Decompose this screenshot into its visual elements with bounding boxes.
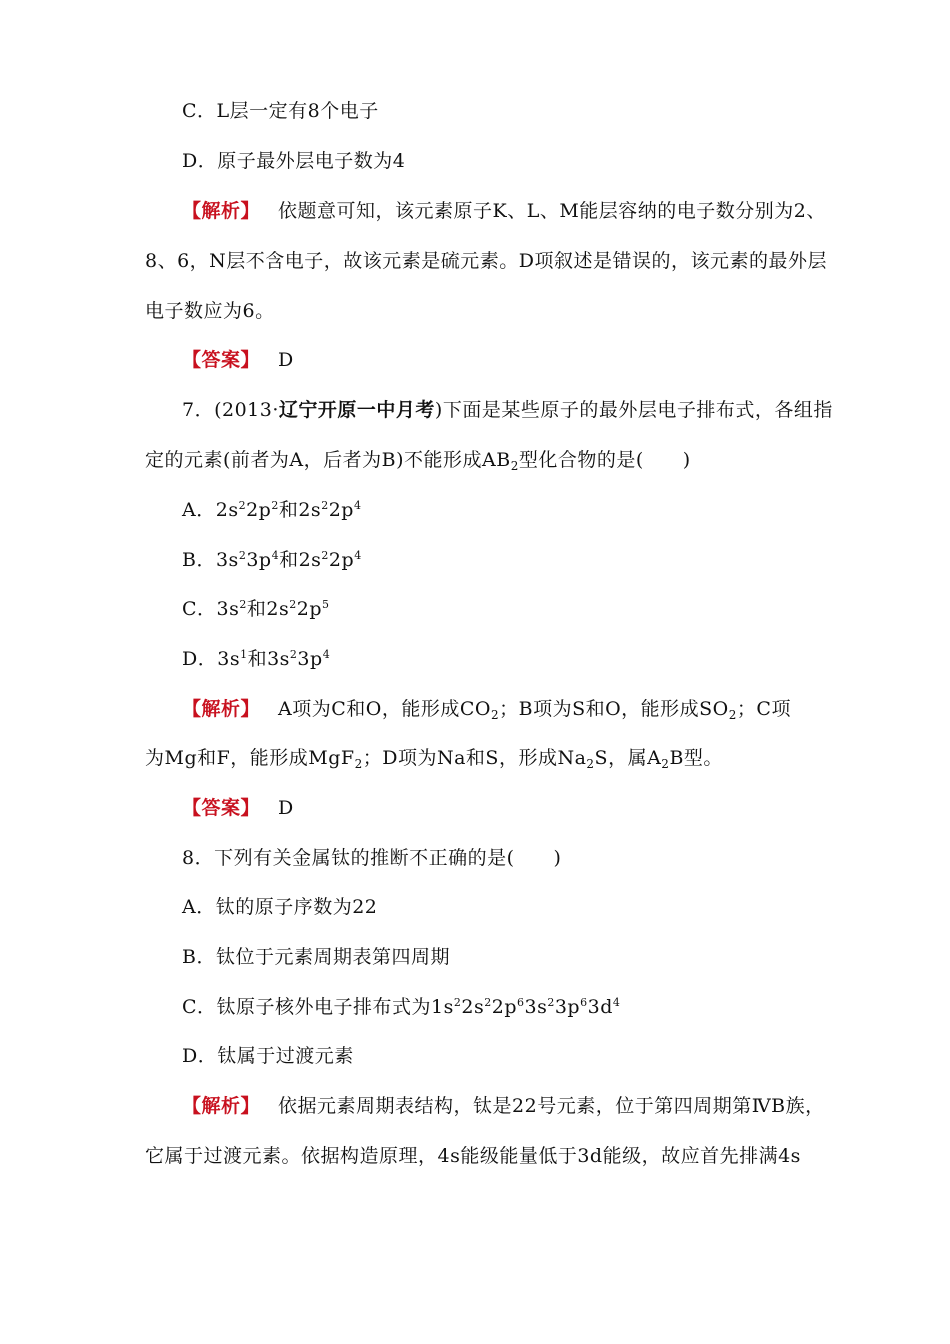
superscript: 4 <box>612 996 621 1009</box>
superscript: 2 <box>238 549 247 562</box>
q7-option-c <box>182 596 330 622</box>
q7-number: 7．(2013· <box>182 399 279 421</box>
superscript: 4 <box>354 549 362 562</box>
q7-stem-text-2b: 型化合物的是( ) <box>518 449 691 471</box>
superscript: 2 <box>321 499 329 512</box>
config-part: 3s <box>215 549 239 571</box>
superscript: 6 <box>517 996 525 1009</box>
q7-analysis-text: 为Mg和F，能形成MgF <box>145 747 355 769</box>
config-part: 和2s <box>246 598 290 620</box>
config-part: 和2s <box>278 499 322 521</box>
config-part: 2p <box>328 549 355 571</box>
q7-analysis-line-1 <box>182 696 791 722</box>
superscript: 2 <box>453 996 462 1009</box>
superscript: 4 <box>353 499 362 512</box>
superscript: 2 <box>289 648 298 661</box>
subscript: 2 <box>510 459 519 473</box>
subscript: 2 <box>354 757 363 771</box>
config-part: 3d <box>587 996 613 1018</box>
option-label: B． <box>182 549 216 571</box>
config-part: 3s <box>217 648 241 670</box>
q6-analysis-text-1: 依题意可知，该元素原子K、L、M能层容纳的电子数分别为2、 <box>278 200 826 222</box>
superscript: 1 <box>240 648 248 661</box>
config-part: 3p <box>246 549 272 571</box>
subscript: 2 <box>728 708 737 722</box>
superscript: 5 <box>322 598 330 611</box>
q6-answer-line <box>182 347 294 373</box>
config-part: 2s <box>215 499 239 521</box>
config-part: 2p <box>246 499 272 521</box>
superscript: 4 <box>271 549 280 562</box>
q7-stem-text-1: )下面是某些原子的最外层电子排布式，各组指 <box>434 399 833 421</box>
q8-option-b: B．钛位于元素周期表第四周期 <box>182 946 450 968</box>
q7-option-b <box>182 547 362 573</box>
answer-label: 【答案】 <box>182 349 261 371</box>
q7-option-d <box>182 646 330 672</box>
superscript: 6 <box>580 996 588 1009</box>
subscript: 2 <box>490 708 500 722</box>
q6-option-d: D．原子最外层电子数为4 <box>182 150 406 172</box>
q8-analysis-text-2: 它属于过渡元素。依据构造原理，4s能级能量低于3d能级，故应首先排满4s <box>145 1145 801 1167</box>
config-part: 2s <box>461 996 485 1018</box>
q6-option-c: C．L层一定有8个电子 <box>182 100 379 122</box>
q8-option-c-text: C．钛原子核外电子排布式为1s <box>182 996 454 1018</box>
config-part: 2p <box>328 499 354 521</box>
q7-stem-line-2 <box>145 447 691 473</box>
q7-analysis-text: ；D项为Na和S，形成Na <box>362 747 587 769</box>
config-part: 3p <box>554 996 581 1018</box>
subscript: 2 <box>661 757 670 771</box>
q6-analysis-text-3: 电子数应为6。 <box>145 300 275 322</box>
q8-stem: 8．下列有关金属钛的推断不正确的是( ) <box>182 847 562 869</box>
q8-option-d: D．钛属于过渡元素 <box>182 1045 354 1067</box>
superscript: 2 <box>271 499 279 512</box>
q8-analysis-line-1 <box>182 1093 825 1119</box>
superscript: 2 <box>547 996 555 1009</box>
superscript: 2 <box>289 598 297 611</box>
subscript: 2 <box>586 757 595 771</box>
q7-answer-line <box>182 795 294 821</box>
option-label: A． <box>182 499 216 521</box>
q7-analysis-text: B型。 <box>669 747 723 769</box>
q7-source: 辽宁开原一中月考 <box>278 399 435 421</box>
q6-analysis-line <box>182 198 826 224</box>
analysis-label: 【解析】 <box>182 1095 261 1117</box>
q7-stem-text-2a: 定的元素(前者为A，后者为B)不能形成AB <box>145 449 511 471</box>
config-part: 2p <box>491 996 517 1018</box>
q6-answer-value: D <box>278 349 294 371</box>
superscript: 2 <box>484 996 492 1009</box>
q7-option-a <box>182 497 361 523</box>
q8-option-a: A．钛的原子序数为22 <box>182 896 378 918</box>
config-part: 和2s <box>279 549 322 571</box>
config-part: 3p <box>297 648 323 670</box>
config-part: 和3s <box>247 648 290 670</box>
q7-analysis-text: A项为C和O，能形成CO <box>278 698 491 720</box>
analysis-label: 【解析】 <box>182 698 261 720</box>
q7-analysis-line-2 <box>145 745 723 771</box>
superscript: 2 <box>239 598 247 611</box>
q8-analysis-text-1: 依据元素周期表结构，钛是22号元素，位于第四周期第ⅣB族， <box>278 1095 825 1117</box>
superscript: 2 <box>321 549 329 562</box>
config-part: 3s <box>524 996 548 1018</box>
analysis-label: 【解析】 <box>182 200 261 222</box>
superscript: 4 <box>322 648 331 661</box>
q6-analysis-text-2: 8、6，N层不含电子，故该元素是硫元素。D项叙述是错误的，该元素的最外层 <box>145 250 828 272</box>
q7-stem-line-1 <box>182 397 833 423</box>
q8-option-c <box>182 994 620 1020</box>
superscript: 2 <box>238 499 247 512</box>
option-label: D． <box>182 648 218 670</box>
q7-analysis-text: ；B项为S和O，能形成SO <box>499 698 729 720</box>
config-part: 3s <box>216 598 240 620</box>
q7-analysis-text: ；C项 <box>736 698 791 720</box>
config-part: 2p <box>296 598 322 620</box>
q7-answer-value: D <box>278 797 294 819</box>
q7-analysis-text: S，属A <box>594 747 662 769</box>
answer-label: 【答案】 <box>182 797 261 819</box>
option-label: C． <box>182 598 217 620</box>
